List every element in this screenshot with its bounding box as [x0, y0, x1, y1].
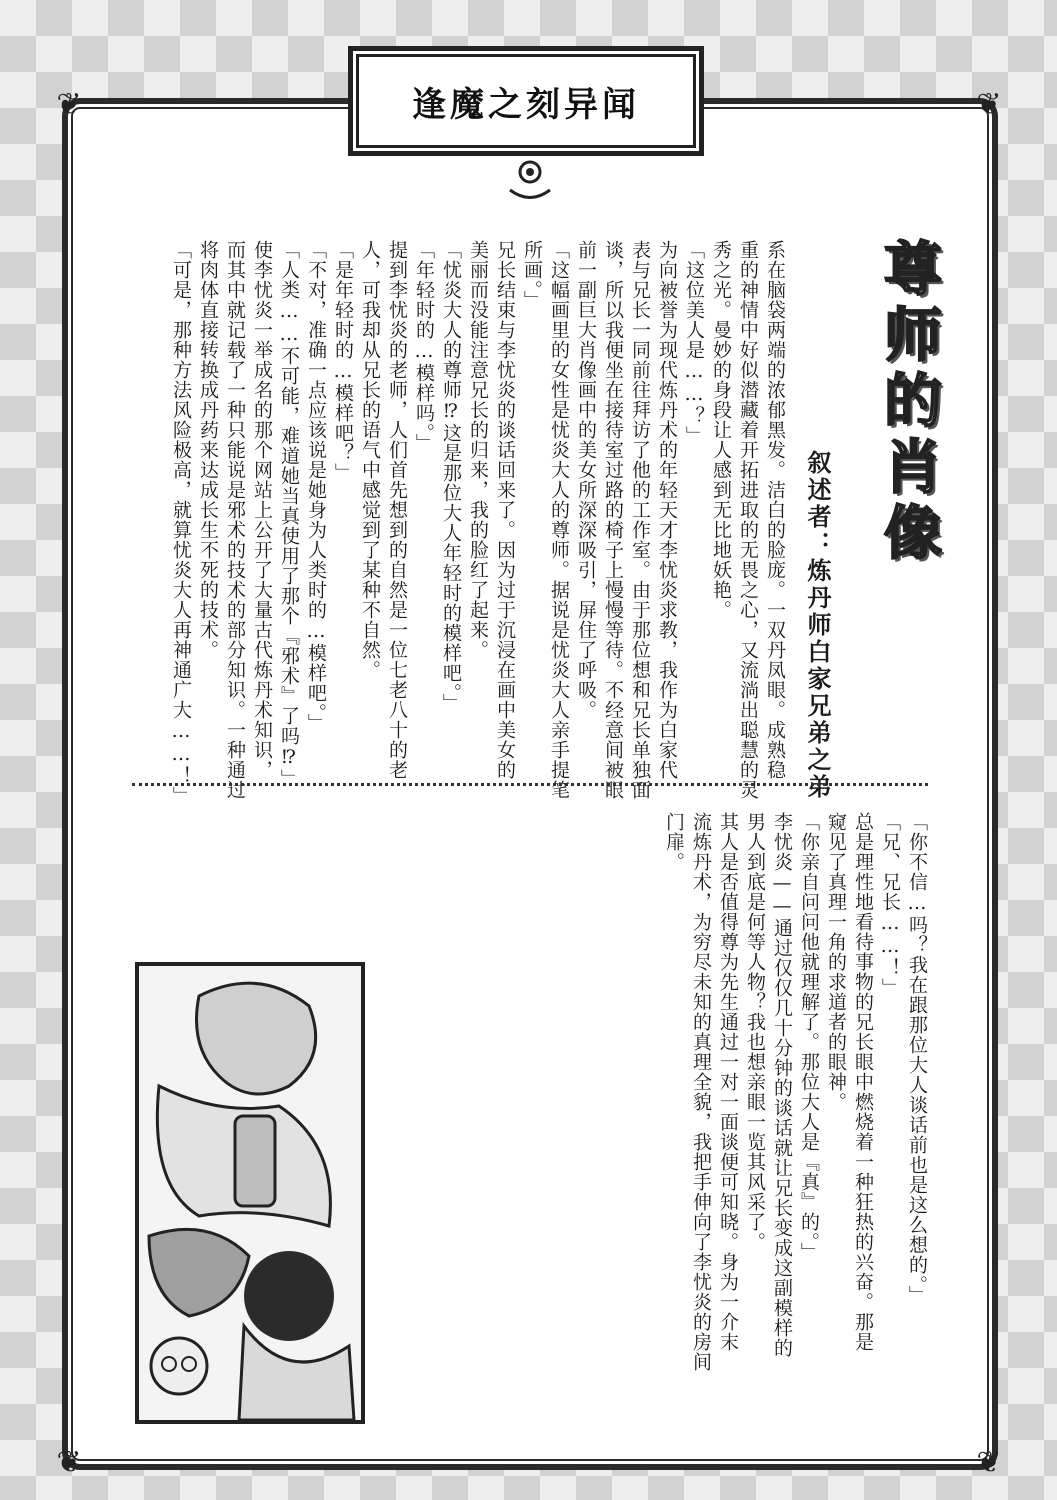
series-title: 逢魔之刻异闻	[412, 84, 640, 125]
section-divider	[132, 783, 928, 786]
text-column: 其人是否值得尊为先生通过一对一面谈便可知晓。身为一介末	[717, 812, 739, 1352]
series-title-plate	[348, 46, 704, 156]
text-column: 秀之光。曼妙的身段让人感到无比地妖艳。	[710, 240, 732, 620]
text-column: 流炼丹术，为穷尽未知的真理全貌，我把手伸向了李忧炎的房间	[690, 812, 712, 1372]
text-column: 「是年轻时的…模样吧？」	[332, 240, 354, 483]
ornament-icon: ❦	[56, 87, 82, 122]
illustration-image	[139, 966, 361, 1420]
text-column: 总是理性地看待事物的兄长眼中燃烧着一种狂热的兴奋。那是	[852, 812, 874, 1352]
text-column: 「人类……不可能，难道她当真使用了那个『邪术』了吗⁉」	[278, 240, 300, 789]
text-column: 「你不信…吗？我在跟那位大人谈话前也是这么想的。」	[906, 812, 928, 1306]
text-column: 使李忧炎一举成名的那个网站上公开了大量古代炼丹术知识，	[251, 240, 273, 780]
text-column: 男人到底是何等人物？我也想亲眼一览其风采了。	[744, 812, 766, 1252]
text-column: 「忧炎大人的尊师⁉这是那位大人年轻时的模样吧。」	[440, 240, 462, 714]
text-column: 窥见了真理一角的求道者的眼神。	[825, 812, 847, 1112]
text-column: 提到李忧炎的老师，人们首先想到的自然是一位七老八十的老	[386, 240, 408, 780]
text-column: 所画。」	[521, 240, 543, 311]
text-column: 为向被誉为现代炼丹术的年轻天才李忧炎求教，我作为白家代	[656, 240, 678, 780]
text-column: 美丽而没能注意兄长的归来，我的脸红了起来。	[467, 240, 489, 660]
text-column: 「这位美人是……？」	[683, 240, 705, 446]
text-column: 「这幅画里的女性是忧炎大人的尊师。据说是忧炎大人亲手提笔	[548, 240, 570, 800]
text-column: 而其中就记载了一种只能说是邪术的技术的部分知识。一种通过	[224, 240, 246, 800]
manga-illustration	[135, 962, 365, 1424]
text-column: 「年轻时的…模样吗。」	[413, 240, 435, 454]
text-column: 门扉。	[663, 812, 685, 872]
text-column: 谈，所以我便坐在接待室过路的椅子上慢慢等待。不经意间被眼	[602, 240, 624, 800]
text-column: 兄长结束与李忧炎的谈话回来了。因为过于沉浸在画中美女的	[494, 240, 516, 780]
ornament-icon: ❦	[976, 87, 1002, 122]
text-column: 「不对，准确一点应该说是她身为人类时的…模样吧。」	[305, 240, 327, 734]
text-column: 系在脑袋两端的浓郁黑发。洁白的脸庞。一双丹凤眼。成熟稳	[764, 240, 786, 780]
article-title: 尊师的肖像	[874, 238, 942, 568]
text-column: 重的神情中好似潜藏着开拓进取的无畏之心，又流淌出聪慧的灵	[737, 240, 759, 800]
text-column: 「你亲自问问他就理解了。那位大人是『真』的。」	[798, 812, 820, 1263]
ornament-icon: ❦	[56, 1445, 82, 1480]
text-column: 李忧炎——通过仅仅几十分钟的谈话就让兄长变成这副模样的	[771, 812, 793, 1358]
article-narrator: 叙述者：炼丹师白家兄弟之弟	[803, 450, 832, 801]
text-column: 将肉体直接转换成丹药来达成长生不死的技术。	[197, 240, 219, 660]
text-column: 前一副巨大肖像画中的美女所深深吸引，屏住了呼吸。	[575, 240, 597, 720]
text-column: 「兄、兄长……！」	[879, 812, 901, 998]
ornament-icon: ❦	[976, 1445, 1002, 1480]
flourish-icon	[500, 150, 560, 210]
text-column: 「可是，那种方法风险极高，就算忧炎大人再神通广大……！」	[170, 240, 192, 806]
text-column: 人，可我却从兄长的语气中感觉到了某种不自然。	[359, 240, 381, 680]
text-column: 表与兄长一同前往拜访了他的工作室。由于那位想和兄长单独面	[629, 240, 651, 800]
